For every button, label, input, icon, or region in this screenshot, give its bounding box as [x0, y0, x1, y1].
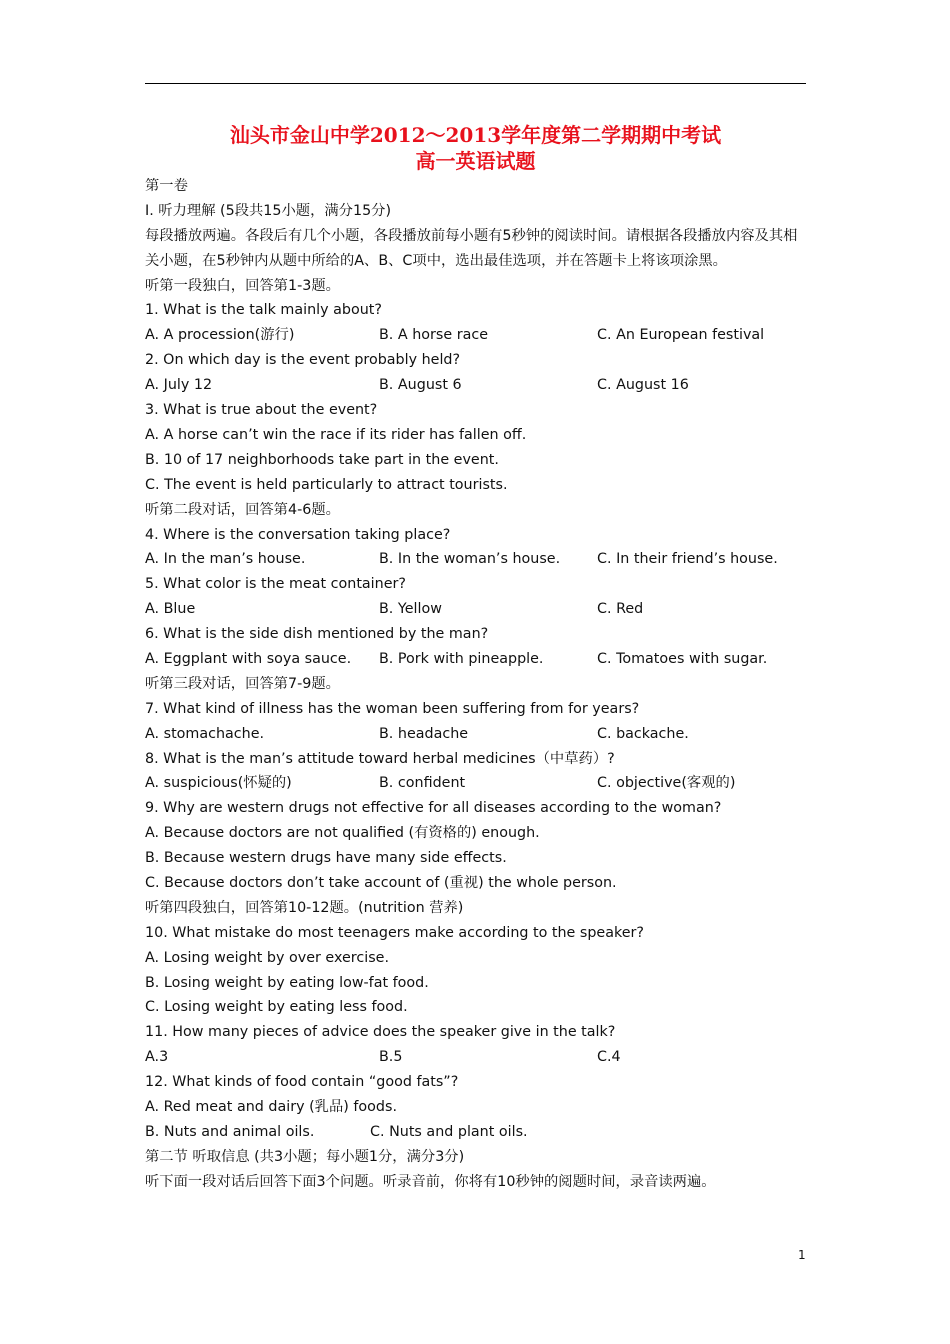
- answer-options-row: [145, 547, 810, 572]
- text-line: I. 听力理解 (5段共15小题，满分15分): [145, 202, 392, 219]
- answer-option: A.3: [145, 1049, 169, 1066]
- answer-options-row: [145, 597, 810, 622]
- answer-options-row: [145, 647, 810, 672]
- answer-option: B. confident: [379, 775, 466, 792]
- answer-option: A. July 12: [145, 377, 213, 394]
- answer-option: C.4: [597, 1049, 621, 1066]
- text-line: 听第四段独白，回答第10-12题。(nutrition 营养): [145, 899, 464, 916]
- text-line: A. Because doctors are not qualified (有资格的) enough.: [145, 825, 540, 842]
- page-number: 1: [798, 1248, 806, 1262]
- answer-option: B. Nuts and animal oils.: [145, 1123, 315, 1140]
- text-line: 1. What is the talk mainly about?: [145, 302, 382, 319]
- answer-options-row: [145, 722, 810, 747]
- answer-options-row: [145, 323, 810, 348]
- text-line: 7. What kind of illness has the woman been suffering from for years?: [145, 700, 640, 717]
- answer-option: A. stomachache.: [145, 725, 265, 742]
- answer-option: B. August 6: [379, 377, 462, 394]
- exam-subtitle: 高一英语试题: [415, 149, 536, 173]
- answer-option: A. A procession(游行): [145, 327, 295, 344]
- text-line: 第二节 听取信息 (共3小题；每小题1分，满分3分): [145, 1148, 465, 1165]
- answer-options-row: [145, 1120, 810, 1145]
- text-line: A. Losing weight by over exercise.: [145, 949, 389, 966]
- text-line: 3. What is true about the event?: [145, 402, 378, 419]
- answer-option: C. objective(客观的): [597, 775, 736, 792]
- answer-option: B. A horse race: [379, 327, 488, 344]
- answer-option: B. headache: [379, 725, 469, 742]
- answer-option: A. Eggplant with soya sauce.: [145, 650, 352, 667]
- answer-option: A. suspicious(怀疑的): [145, 775, 292, 792]
- answer-option: B. In the woman’s house.: [379, 551, 561, 568]
- answer-options-row: [145, 373, 810, 398]
- text-line: B. Because western drugs have many side effects.: [145, 850, 507, 867]
- answer-options-row: [145, 1045, 810, 1070]
- text-line: 听第三段对话，回答第7-9题。: [145, 675, 340, 692]
- text-line: A. A horse can’t win the race if its rider has fallen off.: [145, 426, 527, 443]
- answer-option: C. In their friend’s house.: [597, 551, 778, 568]
- answer-option: B. Pork with pineapple.: [379, 650, 544, 667]
- text-line: 第一卷: [145, 178, 188, 194]
- answer-option: C. An European festival: [597, 327, 765, 344]
- text-line: 听下面一段对话后回答下面3个问题。听录音前，你将有10秒钟的阅题时间，录音读两遍。: [145, 1173, 716, 1190]
- text-line: 9. Why are western drugs not effective for all diseases according to the woman?: [145, 800, 722, 817]
- instructions-paragraph: 每段播放两遍。各段后有几个小题，各段播放前每小题有5秒钟的阅读时间。请根据各段播放内容及其相关小题，在5秒钟内从题中所给的A、B、C项中，选出最佳选项，并在答题卡上将该项涂黑。: [145, 227, 798, 269]
- text-line: C. Because doctors don’t take account of (重视) the whole person.: [145, 874, 617, 891]
- answer-option: C. Nuts and plant oils.: [370, 1123, 528, 1140]
- answer-option: C. Red: [597, 601, 644, 618]
- exam-title-block: [145, 122, 806, 174]
- answer-option: B.5: [379, 1049, 403, 1066]
- answer-option: A. In the man’s house.: [145, 551, 306, 568]
- text-line: 10. What mistake do most teenagers make according to the speaker?: [145, 924, 645, 941]
- text-line: B. Losing weight by eating low-fat food.: [145, 974, 429, 991]
- answer-option: C. Tomatoes with sugar.: [597, 650, 768, 667]
- text-line: 4. Where is the conversation taking place?: [145, 526, 451, 543]
- answer-options-row: [145, 771, 810, 796]
- header-rule: [145, 83, 806, 84]
- text-line: 听第二段对话，回答第4-6题。: [145, 501, 340, 518]
- text-line: 5. What color is the meat container?: [145, 576, 406, 593]
- text-line: A. Red meat and dairy (乳品) foods.: [145, 1098, 397, 1115]
- exam-body: [145, 174, 810, 1195]
- text-line: C. Losing weight by eating less food.: [145, 999, 408, 1016]
- text-line: C. The event is held particularly to attract tourists.: [145, 476, 508, 493]
- text-line: 11. How many pieces of advice does the speaker give in the talk?: [145, 1024, 616, 1041]
- text-line: B. 10 of 17 neighborhoods take part in the event.: [145, 451, 499, 468]
- text-line: 12. What kinds of food contain “good fats”?: [145, 1074, 459, 1091]
- answer-option: A. Blue: [145, 601, 196, 618]
- text-line: 2. On which day is the event probably held?: [145, 352, 461, 369]
- text-line: 8. What is the man’s attitude toward herbal medicines（中草药）?: [145, 750, 615, 767]
- text-line: 6. What is the side dish mentioned by the man?: [145, 626, 489, 643]
- answer-option: C. backache.: [597, 725, 689, 742]
- exam-title: 汕头市金山中学2012～2013学年度第二学期期中考试: [229, 123, 722, 147]
- answer-option: C. August 16: [597, 377, 689, 394]
- text-line: 听第一段独白，回答第1-3题。: [145, 277, 340, 294]
- answer-option: B. Yellow: [379, 601, 442, 618]
